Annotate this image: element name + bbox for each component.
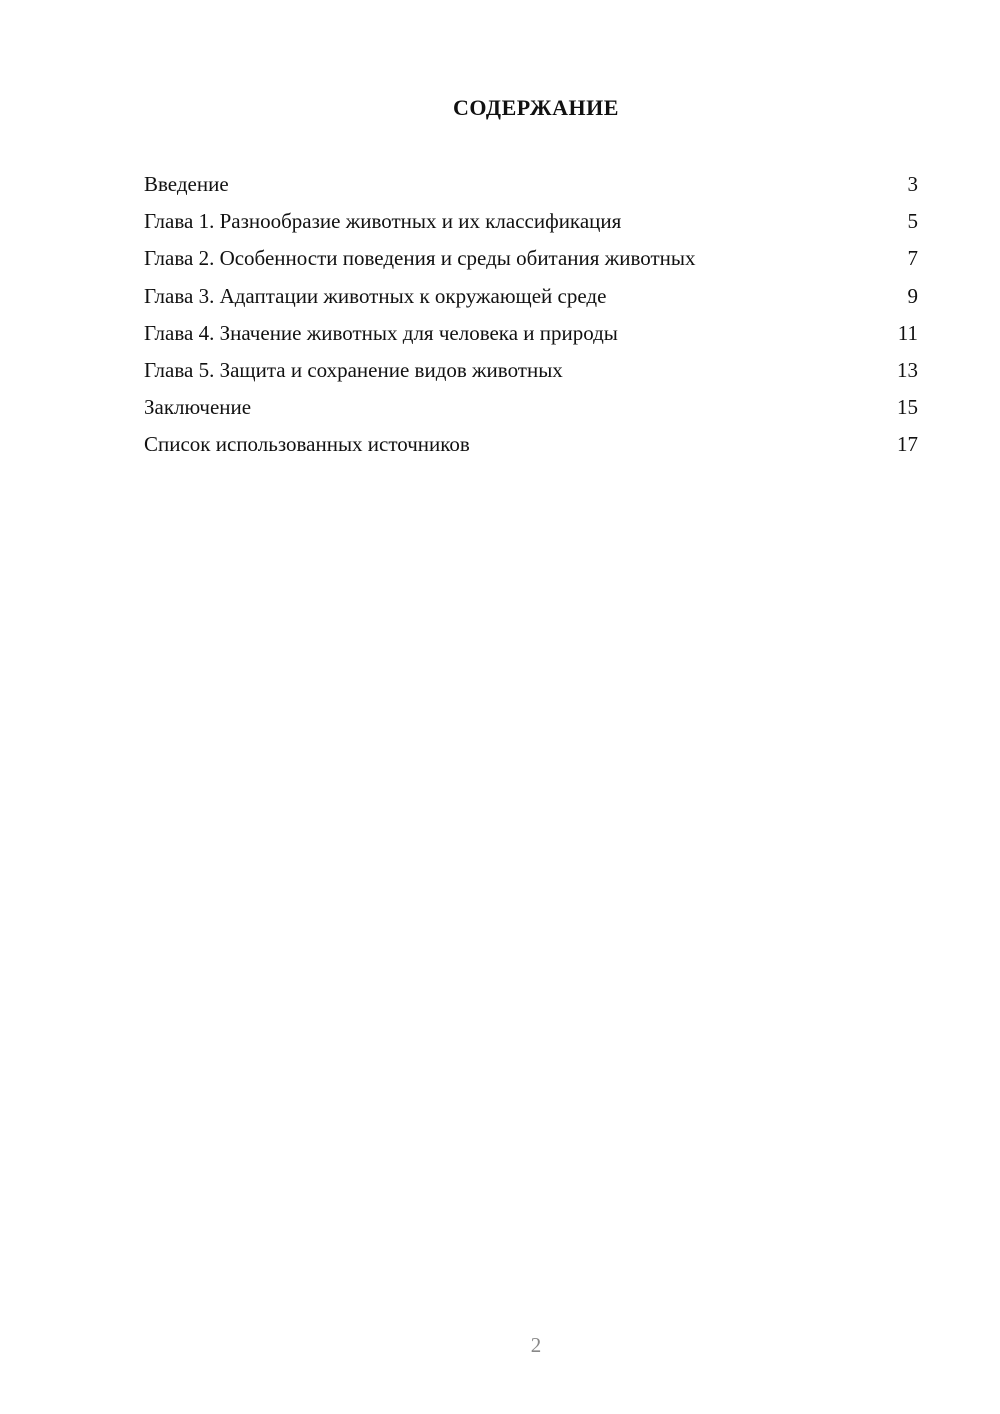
toc-entry-title: Список использованных источников bbox=[144, 432, 470, 457]
toc-entry-page: 9 bbox=[907, 283, 918, 308]
toc-entry-title: Глава 4. Значение животных для человека и природы bbox=[144, 320, 618, 345]
toc-entry-title: Глава 5. Защита и сохранение видов животных bbox=[144, 357, 563, 382]
toc-entry-references bbox=[144, 426, 918, 463]
toc-entry-chapter-4 bbox=[144, 315, 918, 352]
toc-entry-chapter-5 bbox=[144, 352, 918, 389]
toc-entry-title: Введение bbox=[144, 172, 229, 196]
toc-entry-introduction bbox=[144, 166, 918, 203]
toc-entry-chapter-1 bbox=[144, 203, 918, 240]
toc-entry-title: Глава 3. Адаптации животных к окружающей среде bbox=[144, 283, 607, 308]
toc-entry-page: 11 bbox=[897, 320, 918, 345]
toc-entry-page: 15 bbox=[897, 395, 918, 420]
toc-heading: СОДЕРЖАНИЕ bbox=[453, 95, 619, 120]
table-of-contents bbox=[144, 166, 918, 464]
toc-entry-page: 7 bbox=[907, 246, 918, 271]
toc-entry-page: 17 bbox=[897, 432, 918, 457]
toc-entry-page: 5 bbox=[907, 209, 918, 234]
page-number: 2 bbox=[530, 1333, 542, 1357]
toc-entry-conclusion bbox=[144, 389, 918, 426]
toc-entry-page: 3 bbox=[907, 172, 918, 196]
toc-entry-chapter-3 bbox=[144, 278, 918, 315]
toc-entry-chapter-2 bbox=[144, 240, 918, 277]
toc-entry-page: 13 bbox=[897, 357, 918, 382]
toc-entry-title: Глава 1. Разнообразие животных и их классификация bbox=[144, 209, 622, 234]
toc-entry-title: Заключение bbox=[144, 395, 252, 420]
toc-entry-title: Глава 2. Особенности поведения и среды обитания животных bbox=[144, 246, 696, 271]
